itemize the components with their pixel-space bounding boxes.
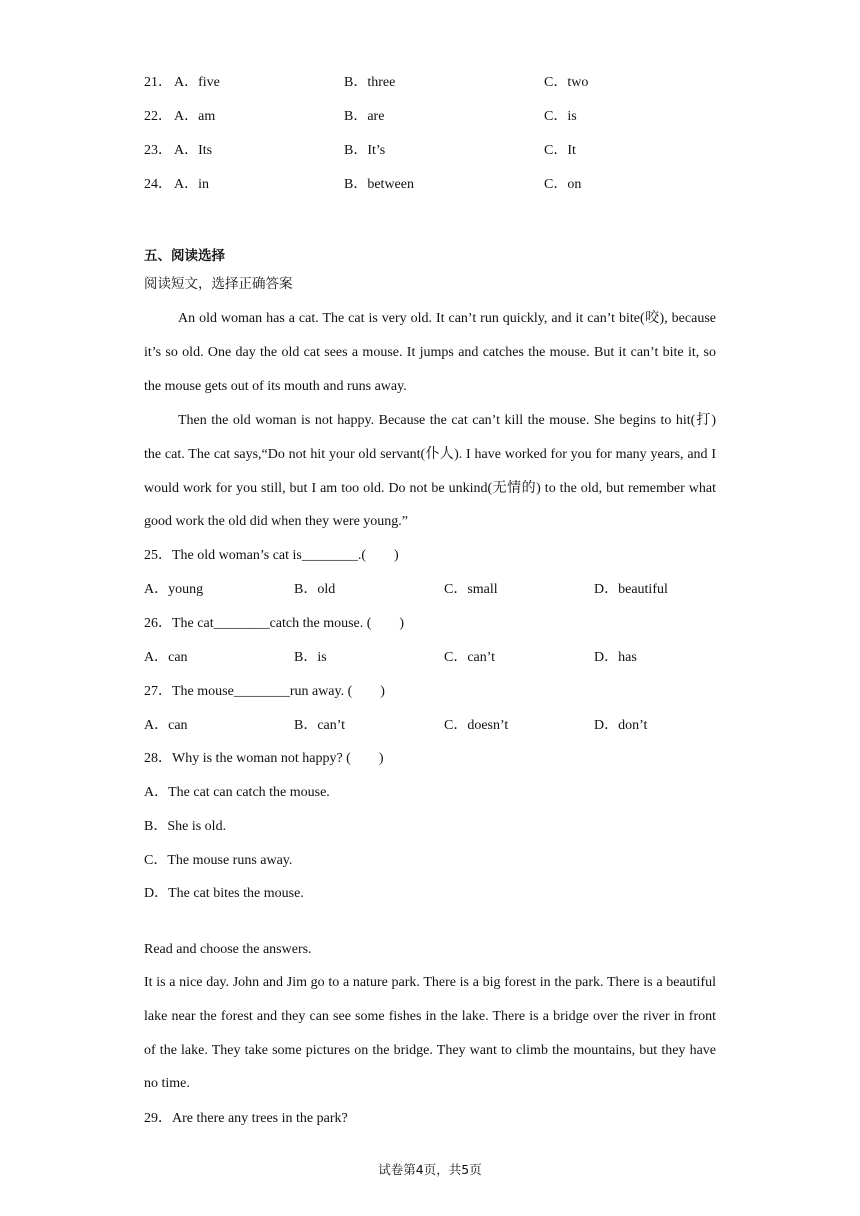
- question-25-stem: 25．The old woman’s cat is________.( ): [144, 548, 399, 563]
- q25-option-b: B．old: [294, 582, 336, 597]
- option-a: A．Its: [174, 143, 213, 158]
- option-c: C．two: [544, 75, 589, 90]
- question-number: 22．: [144, 109, 172, 124]
- option-a: A．five: [174, 75, 220, 90]
- question-29-stem: 29．Are there any trees in the park?: [144, 1111, 348, 1126]
- page-footer: 试卷第4页，共5页: [378, 1162, 482, 1177]
- q27-option-b: B．can’t: [294, 718, 346, 733]
- q27-option-c: C．doesn’t: [444, 718, 509, 733]
- q28-option-a: A．The cat can catch the mouse.: [144, 785, 330, 800]
- option-a: A．am: [174, 109, 216, 124]
- q27-option-a: A．can: [144, 718, 188, 733]
- q28-option-d: D．The cat bites the mouse.: [144, 886, 304, 901]
- passage-2-text: It is a nice day. John and Jim go to a nature park. There is a big forest in the park. There is a beautiful lake near the forest and they can see some fishes in the lake. There is a bridge over the river in front of the lake. They take some pictures on the bridge. They want to climb the mountains, but they have no time.: [144, 975, 716, 1092]
- q28-option-c: C．The mouse runs away.: [144, 853, 293, 868]
- q26-option-a: A．can: [144, 650, 188, 665]
- passage-paragraph-1: [144, 302, 716, 403]
- passage-paragraph-2-text: Then the old woman is not happy. Because the cat can’t kill the mouse. She begins to hit(打) the cat. The cat says,“Do not hit your old servant(仆人). I have worked for you for many years, and I would work for you still, but I am too old. Do not be unkind(无情的) to the old, but remember what good work the old did when they were young.”: [144, 413, 716, 530]
- passage-2-instruction: Read and choose the answers.: [144, 942, 312, 957]
- q25-option-d: D．beautiful: [594, 582, 668, 597]
- section-heading: 五、阅读选择: [144, 248, 225, 264]
- passage-paragraph-1-text: An old woman has a cat. The cat is very old. It can’t run quickly, and it can’t bite(咬), because it’s so old. One day the old cat sees a mouse. It jumps and catches the mouse. But it can’t bite it, so the mouse gets out of its mouth and runs away.: [144, 311, 716, 394]
- section-instruction: 阅读短文，选择正确答案: [144, 276, 293, 292]
- option-b: B．three: [344, 75, 396, 90]
- q25-option-a: A．young: [144, 582, 204, 597]
- question-27-stem: 27．The mouse________run away. ( ): [144, 684, 385, 699]
- option-b: B．It’s: [344, 143, 386, 158]
- q25-option-c: C．small: [444, 582, 498, 597]
- option-b: B．between: [344, 177, 414, 192]
- q26-option-d: D．has: [594, 650, 637, 665]
- q27-option-d: D．don’t: [594, 718, 648, 733]
- option-a: A．in: [174, 177, 209, 192]
- option-c: C．is: [544, 109, 577, 124]
- passage-paragraph-2: [144, 404, 716, 539]
- question-number: 24．: [144, 177, 172, 192]
- question-26-stem: 26．The cat________catch the mouse. ( ): [144, 616, 405, 631]
- question-28-stem: 28．Why is the woman not happy? ( ): [144, 751, 384, 766]
- option-c: C．on: [544, 177, 582, 192]
- option-c: C．It: [544, 143, 576, 158]
- question-number: 21．: [144, 75, 172, 90]
- q28-option-b: B．She is old.: [144, 819, 227, 834]
- option-b: B．are: [344, 109, 385, 124]
- question-number: 23．: [144, 143, 172, 158]
- q26-option-c: C．can’t: [444, 650, 496, 665]
- q26-option-b: B．is: [294, 650, 327, 665]
